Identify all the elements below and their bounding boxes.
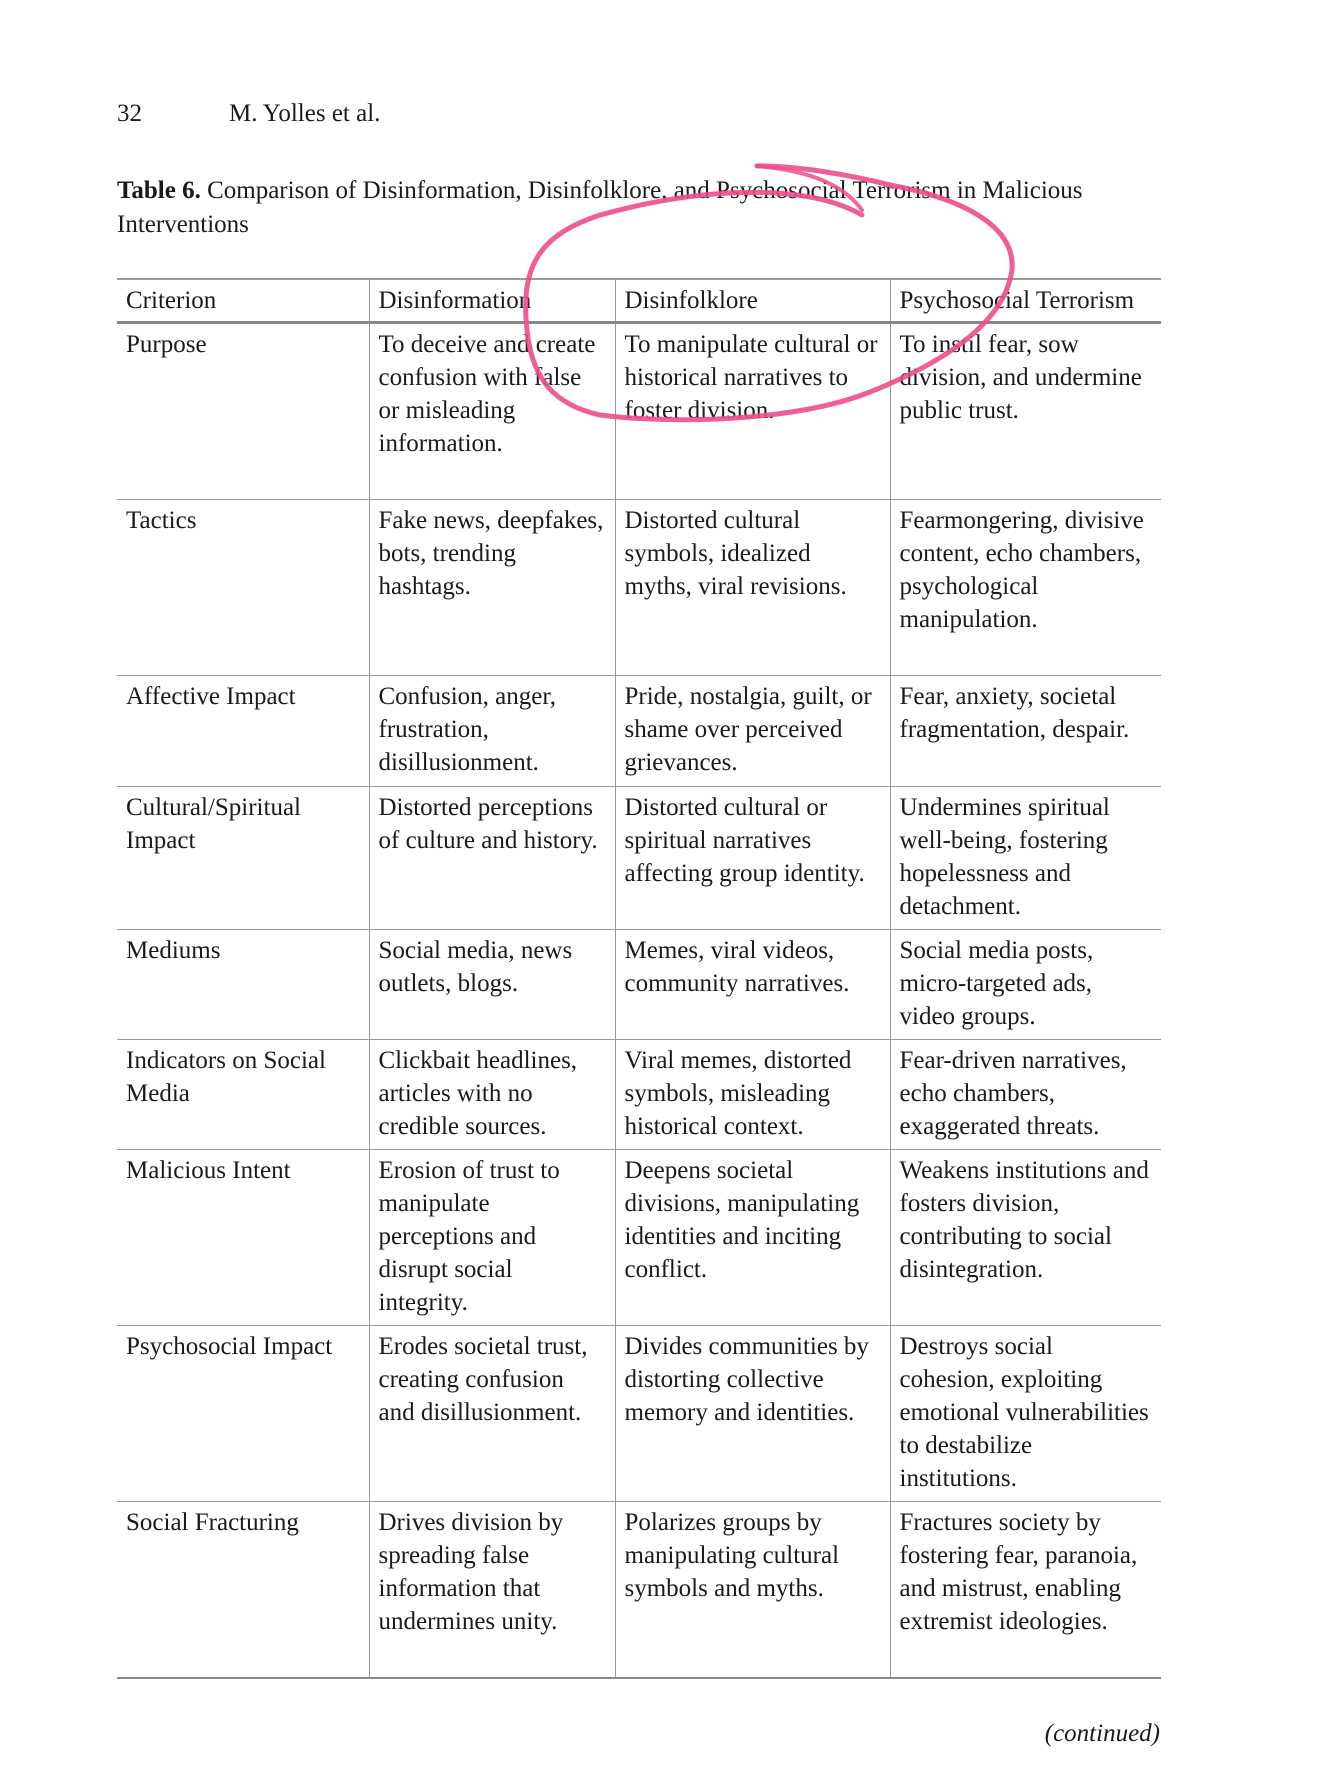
criterion-cell: Malicious Intent: [117, 1150, 369, 1326]
comparison-table: [117, 278, 1161, 1679]
table-row: [117, 930, 1161, 1040]
criterion-cell: Tactics: [117, 500, 369, 676]
page-number: 32: [117, 100, 142, 127]
table-row: [117, 500, 1161, 676]
table-cell: To manipulate cultural or historical narratives to foster division.: [615, 323, 890, 500]
criterion-cell: Indicators on Social Media: [117, 1040, 369, 1150]
criterion-cell: Mediums: [117, 930, 369, 1040]
table-cell: Social media, news outlets, blogs.: [369, 930, 615, 1040]
table-row: [117, 1040, 1161, 1150]
table-title: Comparison of Disinformation, Disinfolklore, and Psychosocial Terrorism in Malicious Interventions: [117, 177, 1083, 238]
table-cell: Social media posts, micro-targeted ads, video groups.: [890, 930, 1161, 1040]
table-cell: Fearmongering, divisive content, echo chambers, psychological manipulation.: [890, 500, 1161, 676]
running-header: [117, 100, 380, 128]
table-cell: Erosion of trust to manipulate perceptions and disrupt social integrity.: [369, 1150, 615, 1326]
table-cell: Memes, viral videos, community narratives.: [615, 930, 890, 1040]
column-header: Disinfolklore: [615, 279, 890, 323]
table-cell: Clickbait headlines, articles with no credible sources.: [369, 1040, 615, 1150]
table-row: [117, 787, 1161, 930]
table-cell: Distorted perceptions of culture and history.: [369, 787, 615, 930]
continued-note: (continued): [1044, 1720, 1160, 1747]
column-header: Disinformation: [369, 279, 615, 323]
table-cell: Fear, anxiety, societal fragmentation, despair.: [890, 676, 1161, 787]
column-header: Criterion: [117, 279, 369, 323]
table-cell: Erodes societal trust, creating confusion and disillusionment.: [369, 1326, 615, 1502]
table-cell: Pride, nostalgia, guilt, or shame over perceived grievances.: [615, 676, 890, 787]
table-cell: Fake news, deepfakes, bots, trending hashtags.: [369, 500, 615, 676]
table-row: [117, 1150, 1161, 1326]
table-row: [117, 676, 1161, 787]
table-cell: Fear-driven narratives, echo chambers, exaggerated threats.: [890, 1040, 1161, 1150]
criterion-cell: Social Fracturing: [117, 1502, 369, 1678]
table-header-row: [117, 279, 1161, 323]
criterion-cell: Affective Impact: [117, 676, 369, 787]
criterion-cell: Cultural/Spiritual Impact: [117, 787, 369, 930]
table-cell: Confusion, anger, frustration, disillusionment.: [369, 676, 615, 787]
table-row: [117, 1502, 1161, 1678]
table-row: [117, 323, 1161, 500]
table-cell: Fractures society by fostering fear, paranoia, and mistrust, enabling extremist ideologies.: [890, 1502, 1161, 1678]
table-caption: [117, 174, 1167, 242]
criterion-cell: Purpose: [117, 323, 369, 500]
table-cell: Weakens institutions and fosters division, contributing to social disintegration.: [890, 1150, 1161, 1326]
table-cell: Polarizes groups by manipulating cultural symbols and myths.: [615, 1502, 890, 1678]
table-cell: Distorted cultural or spiritual narratives affecting group identity.: [615, 787, 890, 930]
table-cell: Deepens societal divisions, manipulating identities and inciting conflict.: [615, 1150, 890, 1326]
table-cell: To deceive and create confusion with false or misleading information.: [369, 323, 615, 500]
running-authors: M. Yolles et al.: [229, 100, 381, 127]
column-header: Psychosocial Terrorism: [890, 279, 1161, 323]
table-cell: Undermines spiritual well-being, fostering hopelessness and detachment.: [890, 787, 1161, 930]
table-cell: Drives division by spreading false information that undermines unity.: [369, 1502, 615, 1678]
table-cell: To instil fear, sow division, and undermine public trust.: [890, 323, 1161, 500]
table-label: Table 6.: [117, 177, 201, 204]
table-cell: Destroys social cohesion, exploiting emotional vulnerabilities to destabilize institutions.: [890, 1326, 1161, 1502]
table-cell: Viral memes, distorted symbols, misleading historical context.: [615, 1040, 890, 1150]
table-row: [117, 1326, 1161, 1502]
table-cell: Distorted cultural symbols, idealized myths, viral revisions.: [615, 500, 890, 676]
table-cell: Divides communities by distorting collective memory and identities.: [615, 1326, 890, 1502]
criterion-cell: Psychosocial Impact: [117, 1326, 369, 1502]
